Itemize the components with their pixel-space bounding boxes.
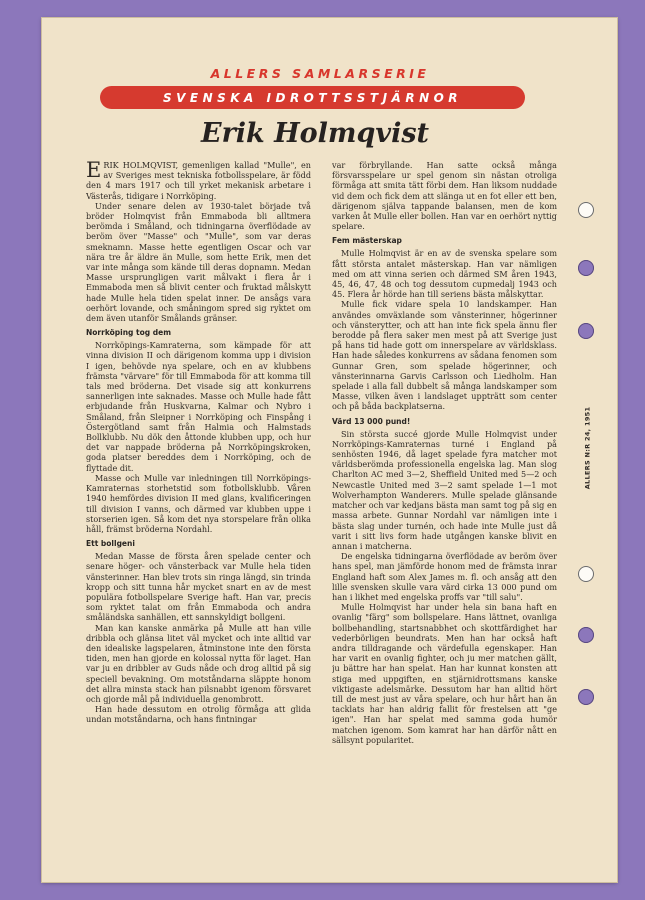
margin-note xyxy=(580,388,594,508)
article-title: Erik Holmqvist xyxy=(200,118,429,149)
paragraph: Mulle Holmqvist är en av de svenska spelare som fått största antalet mästerskap. Han var nämligen med om att vinna serien och därmed SM åren 1943, 45, 46, 47, 48 och tog dessutom cupmedalj 1943 och 45. Flera år hörde han till seriens bästa målskyttar. xyxy=(332,248,557,300)
paragraph: Mulle Holmqvist har under hela sin bana haft en ovanlig "färg" som bollspelare. Hans lättnet, ovanliga bollbehandling, startsnabbhet och skottfärdighet har vederbörligen beundrats. Men han har också haft andra tilldragande och värdefulla egenskaper. Han har varit en ovanlig fighter, och ju mer matchen gällt, ju bättre har han spelat. Han har kunnat konsten att stiga med uppgiften, en stjärnidrottsmans kanske viktigaste adelsmärke. Dessutom har han alltid hört till de mest just av våra spelare, och hur hårt han än tacklats har han aldrig fallit för frestelsen att "ge igen". Han har spelat med samma goda humör matchen igenom. Som kamrat har han därför nått en sällsynt popularitet. xyxy=(332,602,557,745)
section-heading: Värd 13 000 pund! xyxy=(332,416,411,426)
left-column xyxy=(86,160,311,850)
binder-hole-bottom xyxy=(578,689,594,705)
binder-hole xyxy=(578,566,594,582)
paragraph: Han hade dessutom en otrolig förmåga att glida undan motståndarna, och hans fintningar xyxy=(86,704,311,725)
paragraph: Under senare delen av 1930-talet började två bröder Holmqvist från Emmaboda bli alltmera berömda i Småland, och tidningarna överflödade av beröm över "Masse" och "Mulle", som var deras smeknamn. Masse hette egentligen Oscar och var nära tre år äldre än Mulle, som hette Erik, men det var inte många som kände till deras dopnamn. Medan Masse ursprungligen varit målvakt i flera år i Emmaboda men så blivit center och fruktad målskytt hade Mulle hela tiden spelat inner. De ansågs vara oerhört lovande, och småningom spred sig ryktet om dem även utanför Smålands gränser. xyxy=(86,200,311,324)
right-column xyxy=(332,160,557,850)
section-heading: Ett bollgeni xyxy=(86,539,135,549)
intro-text: RIK HOLMQVIST, gemenligen kallad "Mulle", en av Sveriges mest tekniska fotbollsspelare, är född den 4 mars 1917 och till yrket mekanisk arbetare i Västerås, tidigare i Norrköping. xyxy=(86,160,311,201)
binder-hole xyxy=(578,323,594,339)
intro-paragraph xyxy=(86,160,311,201)
paragraph: Man kan kanske anmärka på Mulle att han ville dribbla och glänsa litet väl mycket och inte alltid var den idealiske lagspelaren, åtminstone inte den första tiden, men han gjorde en kolossal nytta för laget. Han var ju en dribbler av Guds nåde och drog alltid på sig speciell bevakning. Om motståndarna släppte honom det allra minsta stack han pilsnabbt igenom försvaret och gjorde mål på individuella genombrott. xyxy=(86,622,311,704)
binder-hole-top xyxy=(578,202,594,218)
section-heading: Norrköping tog dem xyxy=(86,328,172,338)
binder-hole xyxy=(578,260,594,276)
paragraph: Medan Masse de första åren spelade center och senare höger- och vänsterback var Mulle hela tiden vänsterinner. Han blev trots sin ringa längd, sin trinda kropp och sitt tunna hår mycket snart en av de mest populära fotbollspelare Sverige haft. Han var, precis som ryktet talat om från Emmaboda och andra småländska sanhällen, ett sannskyldigt bollgeni. xyxy=(86,551,311,623)
paragraph: Norrköpings-Kamraterna, som kämpade för att vinna division II och därigenom komma upp i division I igen, behövde nya spelare, och en av klubbens främsta "värvare" för till Emmaboda för att komma till tals med bröderna. Det visade sig att konkurrens sannerligen inte saknades. Masse och Mulle hade fått erbjudande från Huskvarna, Kalmar och Nybro i Småland, från Sleipner i Norrköping och Finspång i Östergötland samt från Halmia och Halmstads Bollklubb. Nu dök den åttonde klubben upp, och hur det var nappade bröderna på Norrköpingskroken, goda platser bereddes dem i Norrköping, och de flyttade dit. xyxy=(86,340,311,473)
margin-note-text: ALLERS N:R 24, 1951 xyxy=(583,406,591,490)
series-banner xyxy=(100,86,525,109)
paragraph: Masse och Mulle var inledningen till Norrköpings-Kamraternas storhetstid som fotbollsklubb. Våren 1940 hemfördes division II med glans, kvalificeringen till division I vanns, och därmed var klubben uppe i storserien igen. Så kom det nya storspelare från olika håll, främst bröderna Nordahl. xyxy=(86,472,311,534)
paragraph: Mulle fick vidare spela 10 landskamper. Han användes omväxlande som vänsterinner, högerinner och vänsterytter, och att han inte fick spela ännu fler berodde på flera saker men mest på att Sverige just på hans tid hade gott om innerspelare av världsklass. Han hade således konkurrens av sådana fenomen som Gunnar Gren, som spelade högerinner, och vänsterinnarna Garvis Carlsson och Liedholm. Han spelade i alla fall dubbelt så många landskamper som Masse, vilken även i landslaget uppträtt som center och på båda backplatserna. xyxy=(332,299,557,412)
paragraph: De engelska tidningarna överflödade av beröm över hans spel, man jämförde honom med de främsta inrar England haft som Alex James m. fl. och ansåg att den lille svensken skulle vara värd cirka 13 000 pund om han i likhet med engelska proffs var "till salu". xyxy=(332,551,557,602)
binder-hole xyxy=(578,627,594,643)
paragraph: var förbryllande. Han satte också många försvarsspelare ur spel genom sin nästan otroliga förmåga att smita tätt förbi dem. Han liksom nuddade vid dem och fick dem att slänga ut en fot eller ett ben, därigenom själva tappande balansen, men de kom varken åt Mulle eller bollen. Han var en oerhört nyttig spelare. xyxy=(332,160,557,232)
banner-text: SVENSKA IDROTTSSTJÄRNOR xyxy=(162,90,463,105)
series-title: ALLERS SAMLARSERIE xyxy=(210,66,430,81)
section-heading: Fem mästerskap xyxy=(332,236,402,246)
paragraph: Sin största succé gjorde Mulle Holmqvist under Norrköpings-Kamraternas turné i England på senhösten 1946, då laget spelade fyra matcher mot världsberömda professionella engelska lag. Man slog Charlton AC med 3—2, Sheffield United med 5—2 och Newcastle United med 3—2 samt spelade 1—1 mot Wolverhampton Wanderers. Mulle spelade glänsande matcher och var kedjans bästa man samt tog på sig en massa arbete. Gunnar Nordahl var nämligen inte i bästa slag under turnén, och hade inte Mulle just då varit i sitt livs form hade utgången kanske blivit en annan i matcherna. xyxy=(332,428,557,551)
drop-cap: E xyxy=(86,160,102,182)
